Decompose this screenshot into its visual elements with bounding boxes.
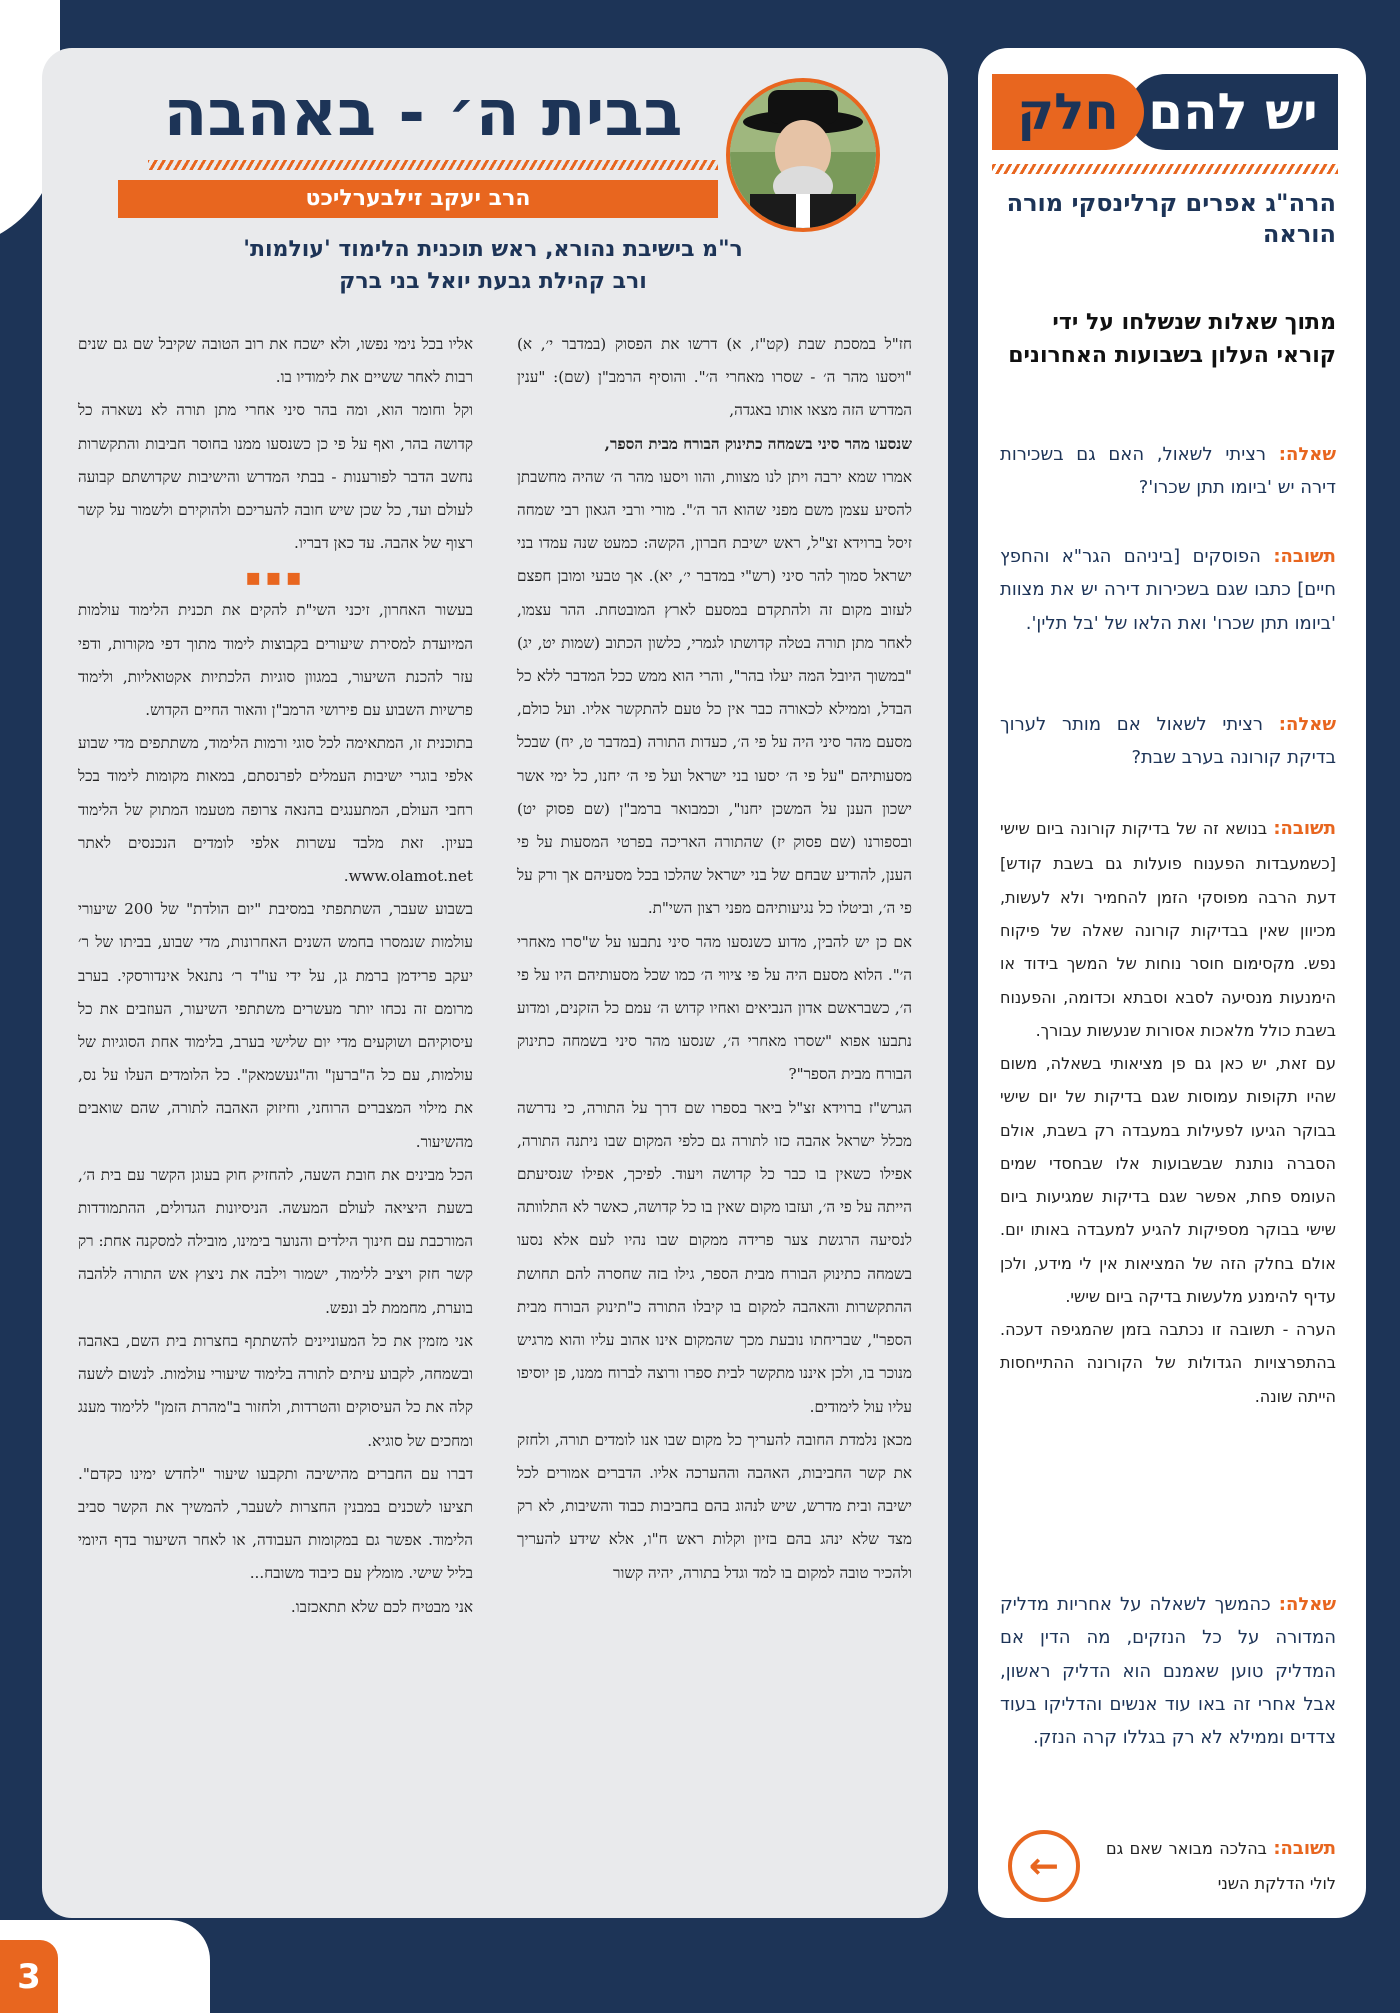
answer-text: בנושא זה של בדיקות קורונה ביום שישי [כשמעבדות הפענוח פועלות גם בשבת קודש] דעת הרבה מפוסקי הזמן להחמיר ולא לעשות, מכיוון שאין בבדיקות קורונה שאלה של פיקוח נפש. מקסימום חוסר נוחות של המשך בידוד או הימנעות מנסיעה לסבא וסבתא וכדומה, והפענוח בשבת כולל מלאכות אסורות שנעשות עבורך. xyxy=(1000,819,1336,1040)
title-underline xyxy=(148,160,718,170)
answer-2 xyxy=(1000,810,1336,1413)
paragraph: בתוכנית זו, המתאימה לכל סוגי ורמות הלימוד, משתתפים מדי שבוע אלפי בוגרי ישיבות העמלים לפרנסתם, במאות מקומות לימוד בכל רחבי העולם, המתענגים בהנאה צרופה מטעמו המתוק של הלימוד בעיון. זאת מלבד עשרות אלפי לומדים הנכנסים לאתר www.olamot.net. xyxy=(78,734,473,886)
qa-intro: מתוך שאלות שנשלחו על ידי קוראי העלון בשבועות האחרונים xyxy=(1008,310,1336,368)
article-columns xyxy=(78,328,912,1898)
qa-rabbi-name: הרה"ג אפרים קרלינסקי מורה הוראה xyxy=(1006,189,1336,249)
answer-label: תשובה: xyxy=(1273,1838,1336,1859)
paragraph-bold: שנסעו מהר סיני בשמחה כתינוק הבורח מבית הספר, xyxy=(604,434,912,453)
article-column-2 xyxy=(78,328,473,1898)
answer-1 xyxy=(1000,540,1336,640)
article-panel xyxy=(42,48,948,1918)
question-3 xyxy=(1000,1588,1336,1754)
paragraph: הגרש"ז ברוידא זצ"ל ביאר בספרו שם דרך על התורה, כי נדרשה מכלל ישראל אהבה כזו לתורה גם כלפי המקום שבו ניתנה התורה, אפילו כשאין בו כבר כל קדושה ויעוד. לפיכך, אפילו שנסיעתם הייתה על פי ה׳, ועזבו מקום שאין בו כל קדושה, כאשר לא התלוותה לנסיעה הרגשת צער פרידה ממקום שבו נהיו לעם אלא נסעו בשמחה כתינוק הבורח מבית הספר, גילו בזה שחסרה להם תחושת ההתקשרות והאהבה למקום בו קיבלו התורה כ"תינוק הבורח מבית הספר", שבריחתו נובעת מכך שהמקום אינו אהוב עליו והוא מרגיש מנוכר בו, ולכן איננו מתקשר לבית ספרו ורוצה לברוח ממנו, פן יוסיפו עליו עול לימודים. xyxy=(517,1098,912,1416)
paragraph: אני מבטיח לכם שלא תתאכזבו. xyxy=(290,1597,473,1616)
logo-text-dark: יש להם xyxy=(1128,74,1338,150)
answer-text-continued: עם זאת, יש כאן גם פן מציאותי בשאלה, משום שהיו תקופות עמוסות שגם בדיקות של יום שישי בבוקר הגיעו לפעילות במעבדה רק בשבת, אולם הסברה נותנת שבשבועות אלו שבחסדי שמים העומס פחת, אפשר שגם בדיקות שמגיעות ביום שישי בבוקר מספיקות להגיע למעבדה באותו יום. אולם בחלק הזה של המציאות אין לי מידע, ולכן עדיף להימנע מלעשות בדיקה ביום שישי. xyxy=(1000,1054,1336,1306)
answer-3 xyxy=(1106,1830,1336,1901)
author-name: הרב יעקב זילבערליכט xyxy=(118,180,718,218)
question-label: שאלה: xyxy=(1278,1594,1336,1615)
article-column-1 xyxy=(517,328,912,1898)
author-photo-icon xyxy=(730,82,876,228)
paragraph: בשבוע שעבר, השתתפתי במסיבת "יום הולדת" של 200 שיעורי עולמות שנמסרו בחמש השנים האחרונות, מדי שבוע, בביתו של ר׳ יעקב פרידמן ברמת גן, על ידי עו"ד ר׳ נתנאל אינדורסקי. בערב מרומם זה נכחו יותר מעשרים משתתפי השיעור, העוזבים את כל עיסוקיהם ושוקעים מדי יום שלישי בערב, בלימוד אחת הסוגיות של עולמות, עם כל ה"ברען" וה"געשמאק". כל הלומדים העלו על נס, את מילוי המצברים הרוחני, וחיזוק האהבה לתורה, שהם שואבים מהשיעור. xyxy=(78,900,473,1151)
question-text: כהמשך לשאלה על אחריות מדליק המדורה על כל הנזקים, מה הדין אם המדליק טוען שאמנם הוא הדליק ראשון, אבל אחרי זה באו עוד אנשים והדליקו בעוד צדדים וממילא לא רק בגללו קרה הנזק. xyxy=(1000,1594,1336,1749)
answer-note: הערה - תשובה זו נכתבה בזמן שהמגיפה דעכה. בהתפרצויות הגדולות של הקורונה ההתייחסות הייתה שונה. xyxy=(1000,1320,1336,1406)
logo-text-orange: חלק xyxy=(992,74,1144,150)
answer-label: תשובה: xyxy=(1273,546,1336,567)
author-portrait xyxy=(726,78,880,232)
answer-text: בהלכה מבואר שאם גם לולי הדלקת השני xyxy=(1106,1839,1336,1894)
section-logo xyxy=(992,74,1338,150)
paragraph: אליו בכל נימי נפשו, ולא ישכח את רוב הטובה שקיבל שם גם שנים רבות לאחר ששיים את לימודיו בו. xyxy=(78,335,473,387)
paragraph: אני מזמין את כל המעוניינים להשתתף בחצרות בית השם, באהבה ובשמחה, לקבוע עיתים לתורה בלימוד שיעורי עולמות. לנשום לשעה קלה את כל העיסוקים והטרדות, ולחזור ב"מהרת הזמן" ללימוד מענג ומחכים של סוגיא. xyxy=(78,1331,473,1450)
author-subtitle xyxy=(98,234,888,298)
paragraph: אמרו שמא ירבה ויתן לנו מצוות, והוו ויסעו מהר ה׳ שהיה מחשבתן להסיע עצמן משם מפני שהוא הר ה׳". מורי ורבי הגאון רבי שמחה זיסל ברוידא זצ"ל, ראש ישיבת חברון, הקשה: כמעט שנה עמדו בני ישראל סמוך להר סיני (רש"י במדבר י׳, יא). אך טבעי ומובן חפצם לעזוב מקום זה ולהתקדם במסעם לארץ המובטחת. ההר עצמו, לאחר מתן תורה בטלה קדושתו לגמרי, כלשון הכתוב (שמות יט, יג) "במשוך היובל המה יעלו בהר", והרי הוא ממש ככל המדבר ללא כל הבדל, וממילא לכאורה כבר אין כל טעם להתקשר אליו. ועל כולם, מסעם מהר סיני היה על פי ה׳, כעדות התורה (במדבר ט, יח) שבכל מסעותיהם "על פי ה׳ יסעו בני ישראל ועל פי ה׳ יחנו, כל ימי אשר ישכון הענן על המשכן יחנו", וכמבואר ברמב"ן (שם פסוק יט) ובספורנו (שם פסוק יז) שהתורה האריכה בפרטי המסעות על פי הענן, להודיע שבחם של בני ישראל שהלכו בכל מסעיהם אך ורק על פי ה׳, וביטלו כל נגיעותיהם מפני רצון השי"ת. xyxy=(517,467,912,918)
answer-label: תשובה: xyxy=(1273,818,1336,839)
qa-panel xyxy=(978,48,1366,1918)
paragraph: הכל מבינים את חובת השעה, להחזיק חוק בעוגן הקשר עם בית ה׳, בשעת היציאה לעולם המעשה. הניסיונות הגדולים, ההתמודדות המורכבת עם חינוך הילדים והנוער בימינו, מובילה למסקנה אחת: רק קשר חזק ויציב ללימוד, ישמור וילבה את ניצוץ אש התורה ללהבה בוערת, מחממת לב ונפש. xyxy=(78,1165,473,1317)
subtitle-line-2: ורב קהילת גבעת יואל בני ברק xyxy=(339,268,647,294)
section-divider: ▪▪▪ xyxy=(245,562,306,592)
paragraph: מכאן נלמדת החובה להעריך כל מקום שבו אנו לומדים תורה, ולחזק את קשר החביבות, האהבה וההערכה אליו. הדברים אמורים לכל ישיבה ובית מדרש, שיש לנהוג בהם בחביבות כבוד והשיבות, לא רק מצד שלא ינהג בהם בזיון וקלות ראש ח"ו, אלא שידע להעריך ולהכיר טובה למקום בו למד וגדל בתורה, יהיה קשור xyxy=(517,1430,912,1582)
paragraph: אם כן יש להבין, מדוע כשנסעו מהר סיני נתבעו על ש"סרו מאחרי ה׳". הלוא מסעם היה על פי ציווי ה׳ כמו שכל מסעותיהם היו על פי ה׳, כשבראשם אדון הנביאים ואחיו קדוש ה׳ עמם כל הזקנים, ומדוע נתבעו אפוא "שסרו מאחרי ה׳, שנסעו מהר סיני בשמחה כתינוק הבורח מבית הספר"? xyxy=(517,932,912,1084)
question-text: רציתי לשאול אם מותר לערוך בדיקת קורונה בערב שבת? xyxy=(1000,714,1336,769)
continue-arrow-icon[interactable]: ← xyxy=(1008,1830,1080,1902)
paragraph: חז"ל במסכת שבת (קט"ז, א) דרשו את הפסוק (במדבר י׳, א) "ויסעו מהר ה׳ - שסרו מאחרי ה׳". והוסיף הרמב"ן (שם): "ענין המדרש הזה מצאו אותו באגדה, xyxy=(517,335,912,420)
question-label: שאלה: xyxy=(1278,444,1336,465)
paragraph: וקל וחומר הוא, ומה בהר סיני אחרי מתן תורה לא נשארה כל קדושה בהר, ואף על פי כן כשנסעו ממנו בחוסר חביבות והתקשרות נחשב הדבר לפורענות - בבתי המדרש והישיבות שקדושתם קבועה לעולם ועד, כל שכן שיש חובה להעריכם ולהוקירם ולשמור על קשר רצוף של אהבה. עד כאן דבריו. xyxy=(78,401,473,553)
paragraph: דברו עם החברים מהישיבה ותקבעו שיעור "לחדש ימינו כקדם". תציעו לשכנים במבנין החצרות לשעבר, להמשיך את הקשר סביב הלימוד. אפשר גם במקומות העבודה, או לאחר השיעור בדף היומי בליל שישי. מומלץ עם כיבוד משובח... xyxy=(78,1464,473,1583)
question-1 xyxy=(1000,438,1336,505)
subtitle-line-1: ר"מ בישיבת נהורא, ראש תוכנית הלימוד 'עולמות' xyxy=(243,237,743,262)
question-2 xyxy=(1000,708,1336,775)
article-title: בבית ה׳ - באהבה xyxy=(163,77,683,151)
answer-text: הפוסקים [ביניהם הגר"א והחפץ חיים] כתבו שגם בשכירות דירה יש את מצוות 'ביומו תתן שכרו' ואת הלאו של 'בל תלין'. xyxy=(1000,546,1336,634)
paragraph: בעשור האחרון, זיכני השי"ת להקים את תכנית הלימוד עולמות המיועדת למסירת שיעורים בקבוצות לימוד מתוך דפי מקורות, ודפי עזר להכנת השיעור, במגוון סוגיות הלכתיות אקטואליות, ולימוד פרשיות השבוע עם פירושי הרמב"ן והאור החיים הקדוש. xyxy=(78,601,473,720)
logo-underline xyxy=(992,164,1338,174)
question-text: רציתי לשאול, האם גם בשכירות דירה יש 'ביומו תתן שכרו'? xyxy=(1000,444,1336,499)
page-number: 3 xyxy=(0,1940,58,2013)
question-label: שאלה: xyxy=(1278,714,1336,735)
